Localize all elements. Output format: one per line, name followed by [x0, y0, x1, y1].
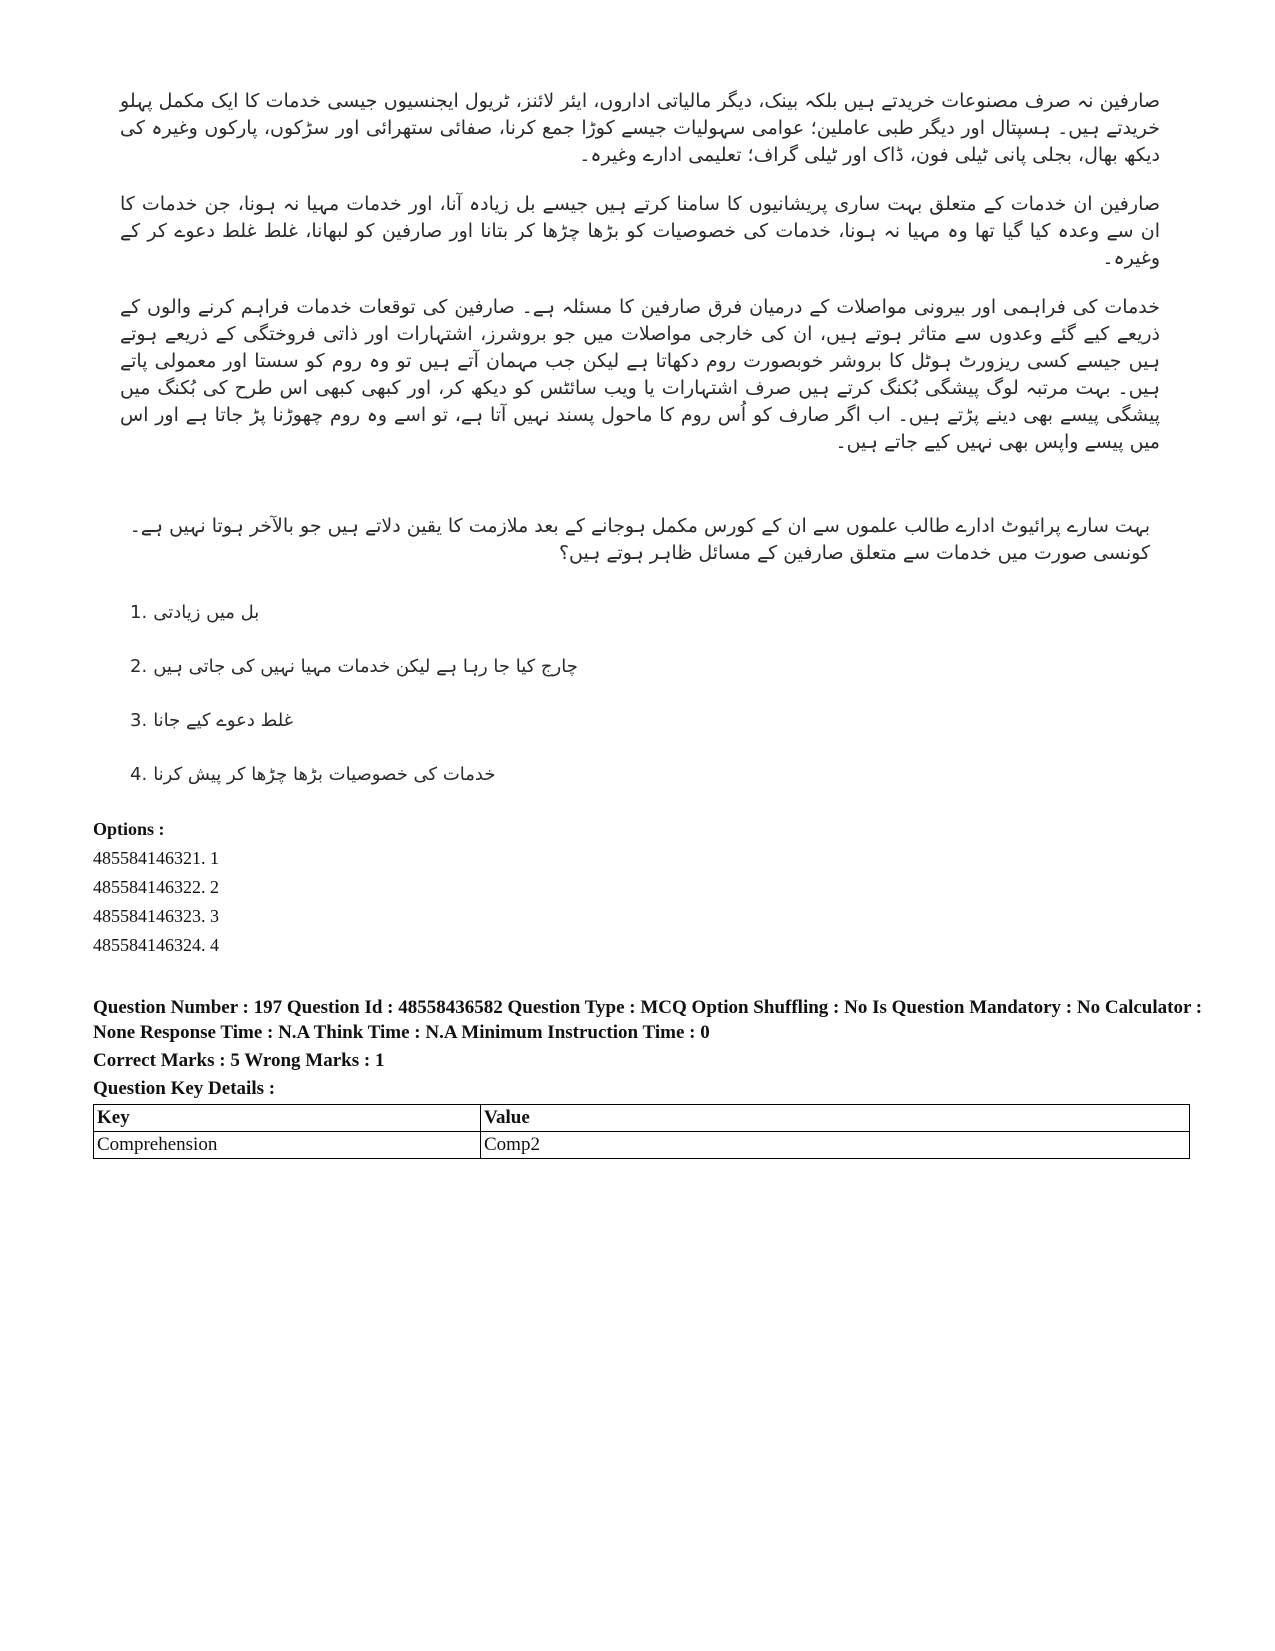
passage-paragraph-1: صارفین نہ صرف مصنوعات خریدتے ہیں بلکہ بینک، دیگر مالیاتی اداروں، ایئر لائنز، ٹریول ایجنسیوں جیسی خدمات کا ایک مکمل پہلو خریدتے ہیں۔ ہسپتال اور دیگر طبی عاملین؛ عوامی سہولیات جیسے کوڑا جمع کرنا، صفائی ستھرائی اور سڑکوں، پارکوں وغیرہ کی دیکھ بھال، بجلی پانی ٹیلی فون، ڈاک اور ٹیلی گراف؛ تعلیمی ادارے وغیرہ۔	[120, 90, 1160, 166]
statement-2	[130, 656, 578, 677]
question-text	[115, 513, 1150, 567]
passage-paragraph-3: خدمات کی فراہمی اور بیرونی مواصلات کے درمیان فرق صارفین کا مسئلہ ہے۔ صارفین کی توقعات خدمات فراہم کرنے والوں کے ذریعے کیے گئے وعدوں سے متاثر ہوتے ہیں، ان کی خارجی مواصلات میں جو بروشرز، اشتہارات اور ذاتی فروختگی کے ذریعے ہوتے ہیں جیسے کسی ریزورٹ ہوٹل کا بروشر خوبصورت روم دکھاتا ہے لیکن جب مہمان آتے ہیں تو وہ روم کو سستا اور معمولی پاتے ہیں۔ بہت مرتبہ لوگ پیشگی بُکنگ کرتے ہیں صرف اشتہارات یا ویب سائٹس کو دیکھ کر، اور کبھی کبھی اس طرح کی بُکنگ میں پیشگی پیسے بھی دینے پڑتے ہیں۔ اب اگر صارف کو اُس روم کا ماحول پسند نہیں آتا ہے، تو اسے وہ روم چھوڑنا پڑ جاتا ہے اور اس میں پیسے واپس بھی نہیں کیے جاتے ہیں۔	[120, 296, 1160, 453]
statement-number: 1.	[130, 602, 148, 623]
options-heading: Options :	[93, 819, 165, 839]
cell-value: Comp2	[481, 1132, 1190, 1159]
question-line-2: کونسی صورت میں خدمات سے متعلق صارفین کے مسائل ظاہر ہوتے ہیں؟	[558, 542, 1150, 564]
statement-text: غلط دعوے کیے جانا	[153, 710, 294, 731]
statement-text: بل میں زیادتی	[153, 602, 260, 623]
statement-text: چارج کیا جا رہا ہے لیکن خدمات مہیا نہیں کی جاتی ہیں	[153, 656, 578, 677]
option-4[interactable]: 485584146324. 4	[93, 935, 219, 955]
option-3[interactable]: 485584146323. 3	[93, 906, 219, 926]
options-list	[93, 815, 219, 960]
statement-3	[130, 710, 293, 731]
marks-info: Correct Marks : 5 Wrong Marks : 1	[93, 1050, 385, 1071]
comprehension-passage	[120, 88, 1160, 478]
question-line-1: بہت سارے پرائیوٹ ادارے طالب علموں سے ان کے کورس مکمل ہوجانے کے بعد ملازمت کا یقین دلاتے ہیں جو بالآخر ہوتا نہیں ہے۔	[129, 515, 1150, 537]
table-row	[94, 1132, 1190, 1159]
option-2[interactable]: 485584146322. 2	[93, 877, 219, 897]
question-info: Question Number : 197 Question Id : 48558436582 Question Type : MCQ Option Shuffling : No Is Question Mandatory : No Calculator : None Response Time : N.A Think Time : N.A Minimum Instruction Time : 0	[93, 997, 1203, 1043]
statement-4	[130, 764, 495, 785]
cell-key: Comprehension	[94, 1132, 481, 1159]
key-details-heading: Question Key Details :	[93, 1078, 276, 1099]
option-1[interactable]: 485584146321. 1	[93, 848, 219, 868]
question-metadata	[93, 995, 1203, 1104]
statement-number: 3.	[130, 710, 148, 731]
statement-text: خدمات کی خصوصیات بڑھا چڑھا کر پیش کرنا	[153, 764, 496, 785]
header-key: Key	[94, 1105, 481, 1132]
statement-1	[130, 602, 259, 623]
table-header-row	[94, 1105, 1190, 1132]
key-details-table	[93, 1104, 1190, 1159]
passage-paragraph-2: صارفین ان خدمات کے متعلق بہت ساری پریشانیوں کا سامنا کرتے ہیں جیسے بل زیادہ آنا، اور خدمات مہیا نہ ہونا، جن خدمات کا ان سے وعدہ کیا گیا تھا وہ مہیا نہ ہونا، خدمات کی خصوصیات کو بڑھا چڑھا کر بتانا اور صارفین کو لبھانا، غلط غلط دعوے کر کے وغیرہ۔	[120, 193, 1160, 269]
header-value: Value	[481, 1105, 1190, 1132]
statement-number: 2.	[130, 656, 148, 677]
statement-number: 4.	[130, 764, 148, 785]
